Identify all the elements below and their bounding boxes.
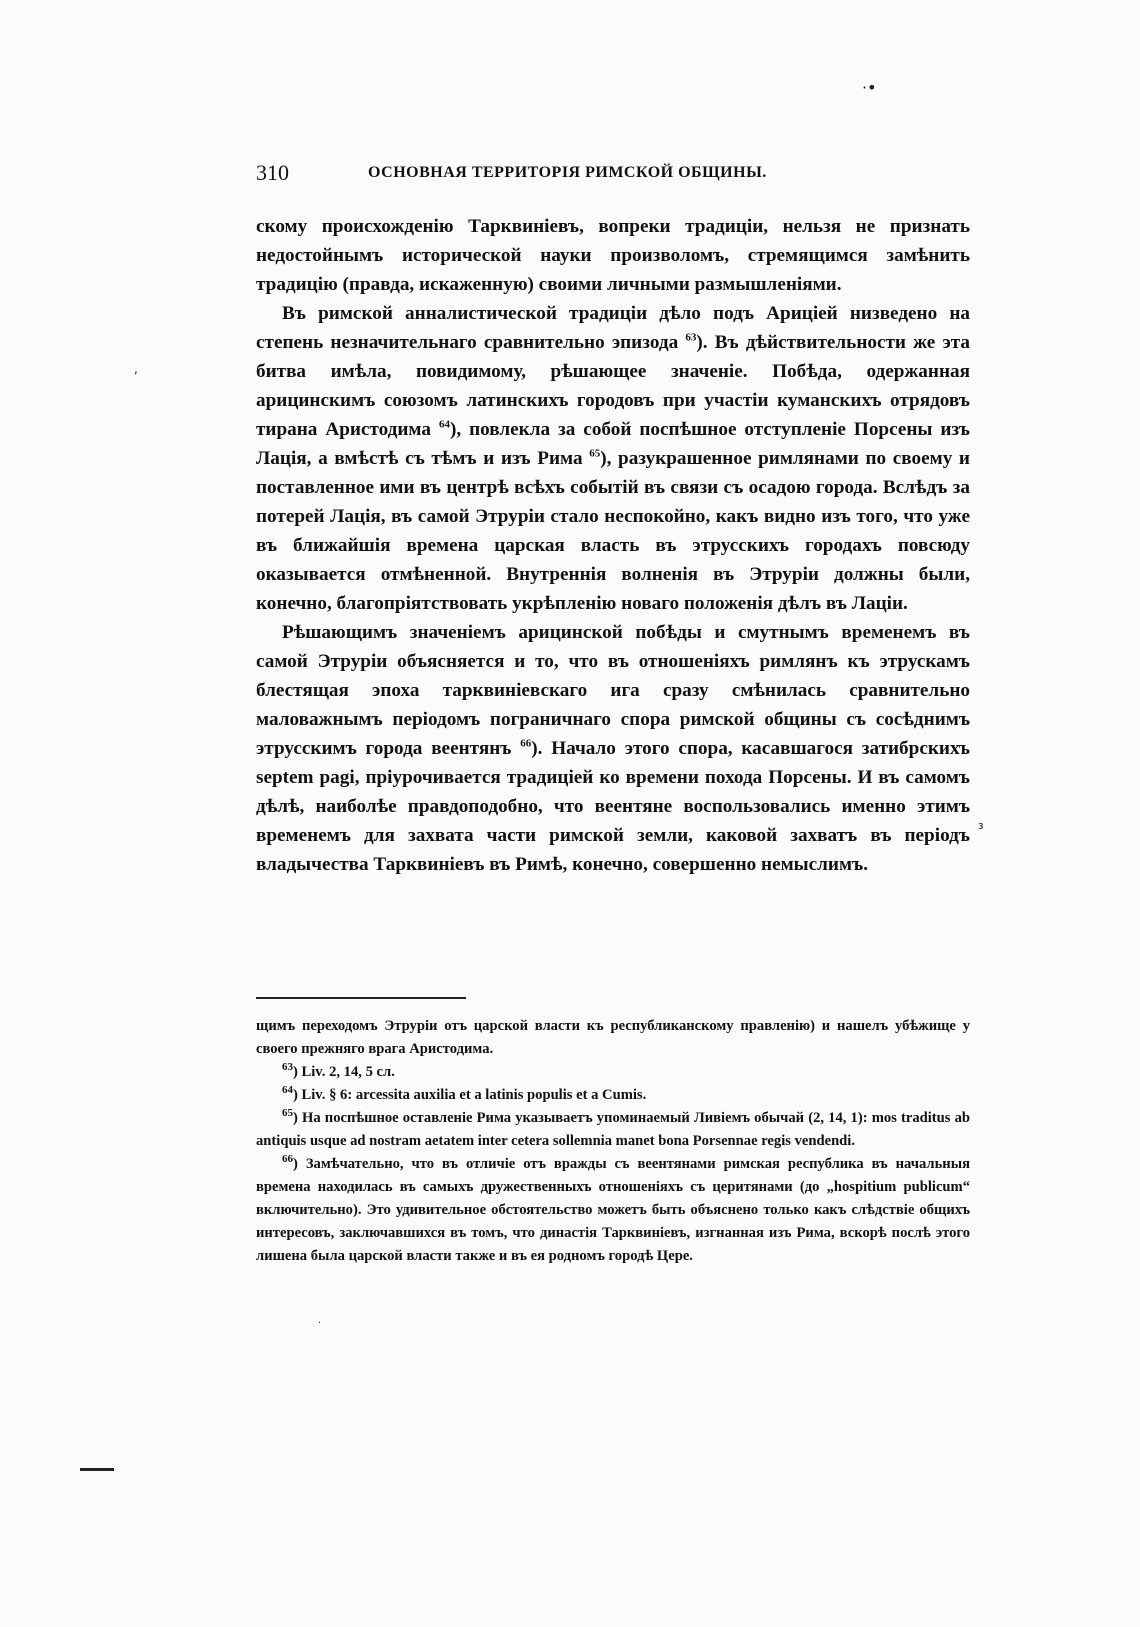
- paragraph: Рѣшающимъ значеніемъ арицинской побѣды и смутнымъ временемъ въ самой Этруріи объясняется и то, что въ отношеніяхъ римлянъ къ этрускамъ блестящая эпоха тарквиніевскаго ига сразу смѣнилась сравнительно маловажнымъ періодомъ пограничнаго спора римской общины съ сосѣднимъ этрусскимъ города веентянъ $^{66}$). Начало этого спора, касавшагося затибрскихъ septem pagi, пріурочивается традиціей ко времени похода Порсены. И въ самомъ дѣлѣ, наиболѣе правдоподобно, что веентяне воспользовались именно этимъ временемъ для захвата части римской земли, каковой захватъ въ періодъ владычества Тарквиніевъ въ Римѣ, конечно, совершенно немыслимъ.: [256, 622, 970, 875]
- footnote-ref: 63: [685, 331, 697, 344]
- footnote-number: 66: [282, 1153, 293, 1166]
- footnote-number: 64: [282, 1084, 293, 1097]
- page-number: 310: [256, 160, 289, 185]
- footnote-divider: [256, 997, 466, 999]
- stray-mark: ₃: [978, 817, 984, 833]
- footnote-ref: 64: [438, 418, 450, 431]
- footnote: $^{66}$) Замѣчательно, что въ отличіе отъ вражды съ веентянами римская республика въ начальныя времена находилась въ самыхъ дружественныхъ отношеніяхъ съ церитянами (до „hospitium publicum“ включительно). Это удивительное обстоятельство можетъ быть объяснено только какъ слѣдствіе общихъ интересовъ, заключавшихся въ томъ, что династія Тарквиніевъ, изгнанная изъ Рима, вскорѣ послѣ этого лишена была царской власти также и въ ея родномъ городѣ Цере.: [256, 1153, 970, 1264]
- footnote: $^{64}$) Liv. § 6: arcessita auxilia et a latinis populis et a Cumis.: [282, 1084, 647, 1103]
- footnote-ref: 65: [589, 447, 601, 460]
- paragraph: Въ римской анналистической традиціи дѣло подъ Ариціей низведено на степень незначительнаго сравнительно эпизода $^{63}$). Въ дѣйствительности же эта битва имѣла, повидимому, рѣшающее значеніе. Побѣда, одержанная арицинскимъ союзомъ латинскихъ городовъ при участіи куманскихъ отрядовъ тирана Аристодима $^{64}$), повлекла за собой поспѣшное отступленіе Порсены изъ Лація, а вмѣстѣ съ тѣмъ и изъ Рима $^{65}$), разукрашенное римлянами по своему и поставленное ими въ центрѣ всѣхъ событій въ связи съ осадою города. Вслѣдъ за потерей Лація, въ самой Этруріи стало неспокойно, какъ видно изъ того, что уже въ ближайшія времена царская власть въ этрусскихъ городахъ повсюду оказывается отмѣненной. Внутреннія волненія въ Этруріи должны были, конечно, благопріятствовать укрѣпленію новаго положенія дѣлъ въ Лаціи.: [256, 303, 971, 614]
- stray-mark: ·•: [862, 78, 877, 97]
- footnotes: [256, 1015, 970, 1268]
- paragraph: скому происхожденію Тарквиніевъ, вопреки традиціи, нельзя не признать недостойнымъ исторической науки произволомъ, стремящимся замѣнить традицію (правда, искаженную) своими личными размышленіями.: [256, 216, 970, 295]
- footnote-number: 65: [282, 1107, 293, 1120]
- footnote-continuation: щимъ переходомъ Этруріи отъ царской власти къ республиканскому правленію) и нашелъ убѣжище у своего прежняго врага Аристодима.: [256, 1018, 970, 1057]
- footnote: $^{65}$) На поспѣшное оставленіе Рима указываетъ упоминаемый Ливіемъ обычай (2, 14, 1): mos traditus ab antiquis usque ad nostram aetatem inter cetera sollemnia manet bona Porsennae regis vendendi.: [256, 1107, 970, 1149]
- footnote-ref: 66: [520, 737, 532, 750]
- scan-edge-mark: [80, 1468, 114, 1471]
- footnote-number: 63: [282, 1061, 293, 1074]
- body-text: [256, 212, 970, 879]
- page-header: [256, 160, 976, 190]
- stray-mark: ·: [318, 1318, 322, 1329]
- stray-mark: ,: [134, 362, 138, 376]
- footnote: $^{63}$) Liv. 2, 14, 5 сл.: [282, 1061, 395, 1080]
- running-title: ОСНОВНАЯ ТЕРРИТОРІЯ РИМСКОЙ ОБЩИНЫ.: [368, 164, 767, 181]
